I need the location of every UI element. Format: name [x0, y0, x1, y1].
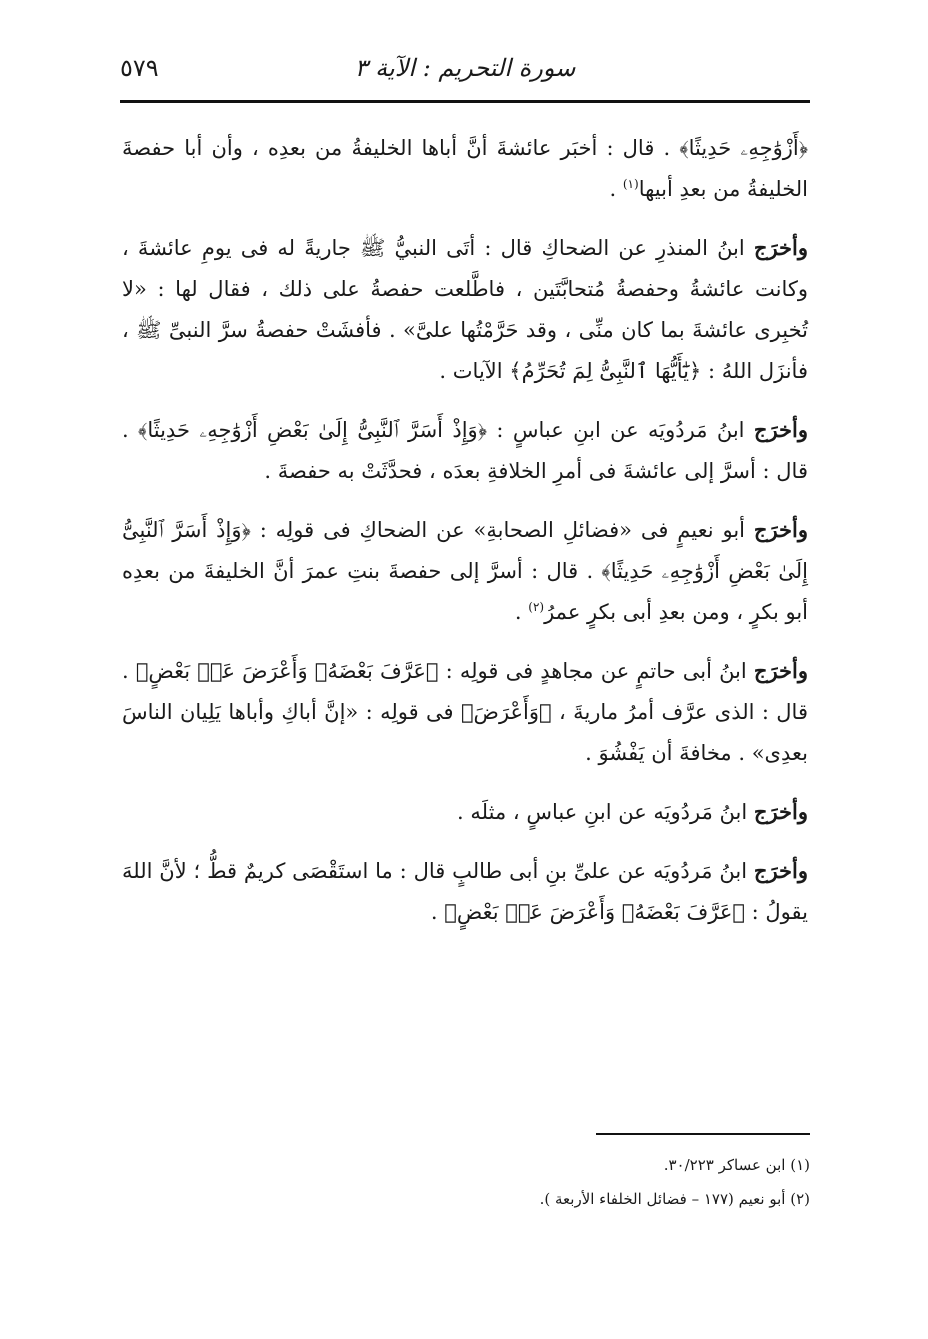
paragraph-text: أبو نعيمٍ فى «فضائلِ الصحابةِ» عن الضحاكِ فى قولِه : ﴿وَإِذْ أَسَرَّ ٱلنَّبِىُّ إِلَىٰ بَعْضِ أَزْوَٰجِهِۦ حَدِيثًا﴾ . قال : أسرَّ إلى حفصةَ بنتِ عمرَ أنَّ الخليفةَ من بعدِه أبو بكرٍ ، ومن بعدِ أبى بكرٍ عمرُ [122, 518, 808, 624]
paragraph-lead: وأخرَج [753, 235, 808, 260]
paragraph-lead: وأخرَج [753, 417, 808, 442]
footnote-1: (١) ابن عساكر ٣٠/٢٢٣. [663, 1156, 810, 1174]
paragraph-lead: وأخرَج [753, 799, 808, 824]
paragraph-4 [122, 509, 808, 633]
paragraph-tail: . [514, 600, 529, 624]
footnote-2: (٢) أبو نعيم (١٧٧ – فضائل الخلفاء الأربعة ). [539, 1190, 810, 1208]
paragraph-text: ابنُ المنذرِ عن الضحاكِ قال : أتَى النبيُّ ﷺ جاريةً له فى يومِ عائشةَ ، وكانت عائشةُ وحفصةُ مُتحابَّتَين ، فاطَّلعت حفصةُ على ذلك ، فقال لها : «لا تُخبِرى عائشةَ بما كان منِّى ، وقد حَرَّمْتُها علىَّ» . فأفشَتْ حفصةُ سرَّ النبىِّ ﷺ ، فأنزَل اللهُ : ﴿يَٰٓأَيُّهَا ٱلنَّبِىُّ لِمَ تُحَرِّمُ﴾ الآيات . [122, 236, 808, 383]
paragraph-tail: . [609, 177, 623, 201]
paragraph-text: ابنُ مَردُويَه عن ابنِ عباسٍ ، مثلَه . [457, 800, 754, 824]
footnote-marker-1: (١) [622, 177, 639, 191]
paragraph-6 [122, 791, 808, 833]
paragraph-text: ﴿أَزْوَٰجِهِۦ حَدِيثًا﴾ . قال : أخبَر عائشةَ أنَّ أباها الخليفةُ من بعدِه ، وأن أبا حفصةَ الخليفةُ من بعدِ أبيها [122, 136, 808, 201]
footnotes [122, 1148, 810, 1216]
paragraph-7 [122, 850, 808, 933]
footnote-marker-2: (٢) [528, 600, 545, 614]
header-rule [120, 100, 810, 103]
page-header [120, 52, 810, 92]
paragraph-text: ابنُ مَردُويَه عن علىِّ بنِ أبى طالبٍ قال : ما استَقْصَى كريمٌ قطُّ ؛ لأنَّ اللهَ يقولُ : ﴿عَرَّفَ بَعْضَهُۥ وَأَعْرَضَ عَنۢ بَعْضٍ﴾ . [122, 859, 808, 924]
main-text [122, 128, 808, 950]
paragraph-1 [122, 128, 808, 210]
paragraph-lead: وأخرَج [753, 517, 808, 542]
paragraph-text: ابنُ مَردُويَه عن ابنِ عباسٍ : ﴿وَإِذْ أَسَرَّ ٱلنَّبِىُّ إِلَىٰ بَعْضِ أَزْوَٰجِهِۦ حَدِيثًا﴾ . قال : أسرَّ إلى عائشةَ فى أمرِ الخلافةِ بعدَه ، فحدَّثَتْ به حفصةَ . [122, 418, 808, 483]
paragraph-2 [122, 227, 808, 392]
paragraph-5 [122, 650, 808, 774]
paragraph-text: ابنُ أبى حاتمٍ عن مجاهدٍ فى قولِه : ﴿عَرَّفَ بَعْضَهُۥ وَأَعْرَضَ عَنۢ بَعْضٍ﴾ . قال : الذى عرَّف أمرُ ماريةَ ، ﴿وَأَعْرَضَ﴾ فى قولِه : «إنَّ أباكِ وأباها يَلِيان الناسَ بعدِى» . مخافةَ أن يَفْشُوَ . [122, 659, 808, 765]
running-title: سورة التحريم : الآية ٣ [354, 54, 576, 82]
footnote-rule [596, 1133, 810, 1135]
paragraph-lead: وأخرَج [753, 858, 808, 883]
paragraph-3 [122, 409, 808, 492]
paragraph-lead: وأخرَج [753, 658, 808, 683]
page-number: ٥٧٩ [120, 54, 159, 82]
